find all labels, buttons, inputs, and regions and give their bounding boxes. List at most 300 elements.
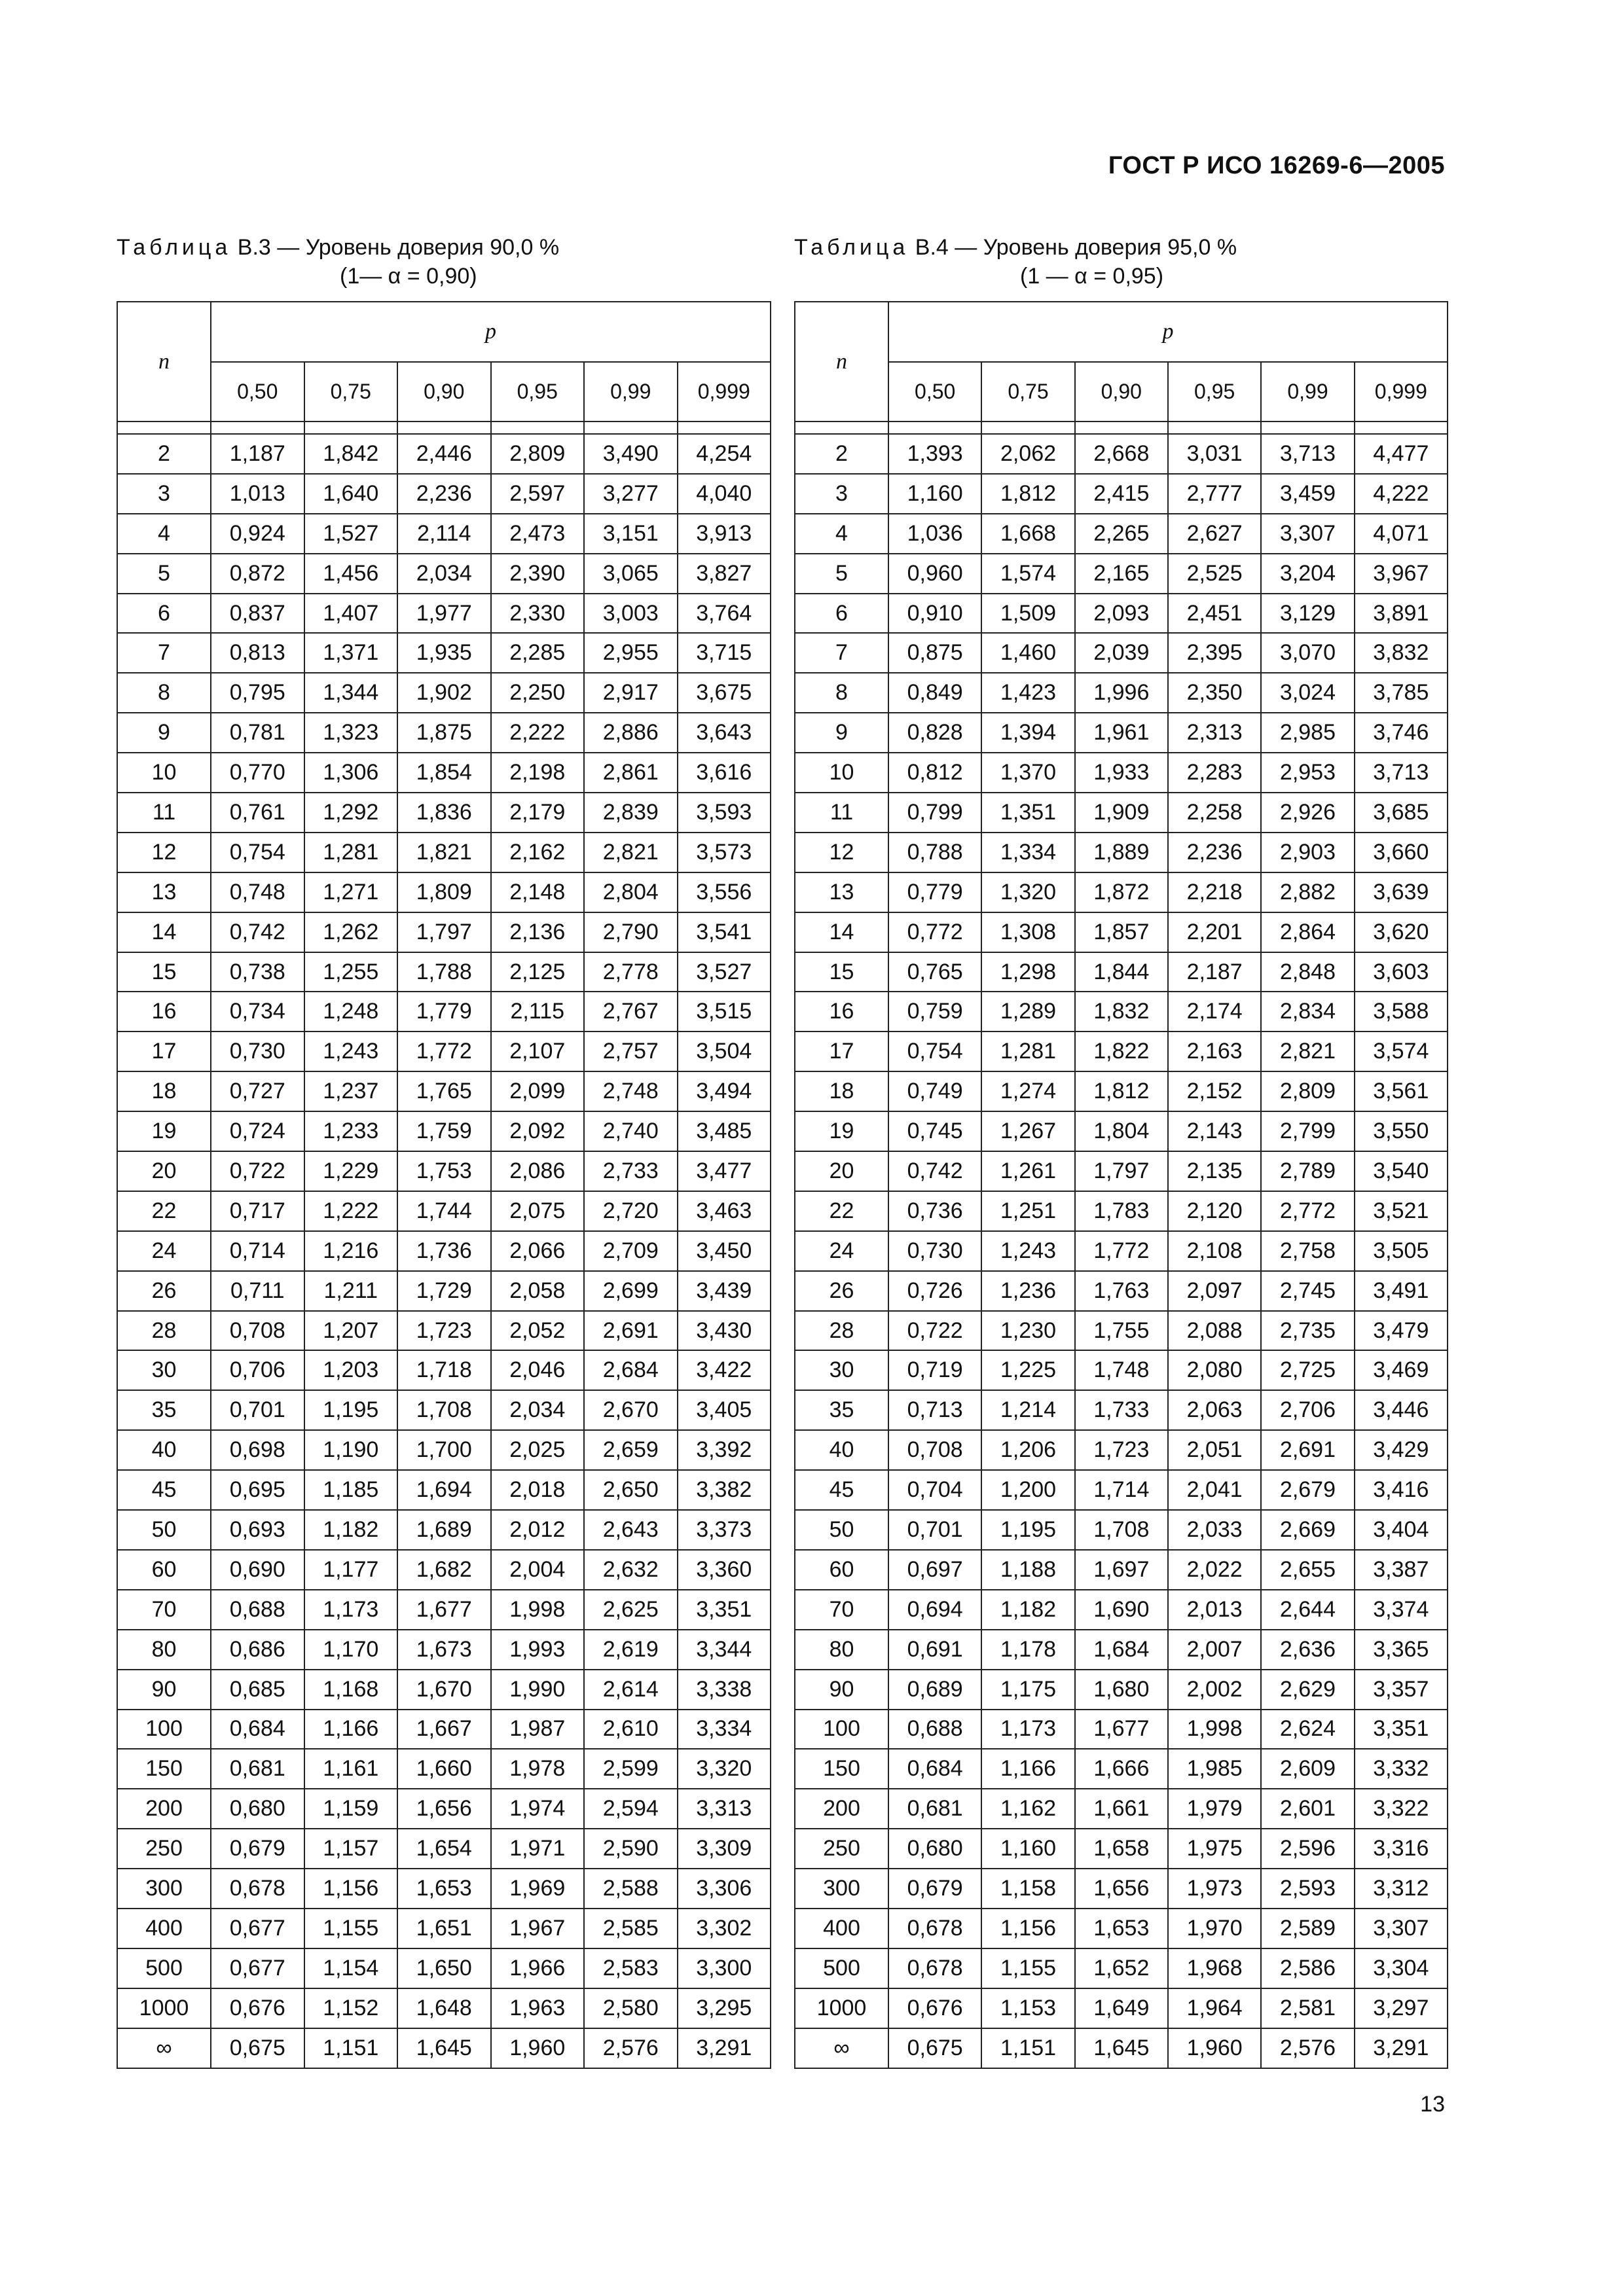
n-cell: 26	[795, 1271, 888, 1311]
header-gap	[795, 422, 1448, 434]
value-cell: 2,107	[491, 1031, 585, 1071]
value-cell: 0,742	[888, 1151, 981, 1191]
value-cell: 1,237	[304, 1071, 398, 1111]
table-body	[117, 422, 771, 2068]
value-cell: 3,675	[678, 673, 771, 713]
table-row	[795, 554, 1448, 594]
value-cell: 0,694	[888, 1590, 981, 1630]
value-cell: 2,395	[1168, 633, 1261, 673]
n-cell: 24	[117, 1231, 211, 1271]
value-cell: 1,680	[1075, 1670, 1168, 1710]
gap-cell	[211, 422, 304, 434]
value-cell: 2,034	[491, 1390, 585, 1430]
value-cell: 1,036	[888, 514, 981, 554]
value-cell: 0,676	[888, 1988, 981, 2028]
value-cell: 2,740	[584, 1111, 678, 1151]
value-cell: 0,701	[888, 1510, 981, 1550]
table-row	[795, 1590, 1448, 1630]
table-row	[117, 673, 771, 713]
gap-cell	[1261, 422, 1354, 434]
value-cell: 1,262	[304, 912, 398, 952]
table-row	[117, 2028, 771, 2068]
value-cell: 1,753	[397, 1151, 491, 1191]
value-cell: 0,736	[888, 1191, 981, 1231]
table-row	[795, 1350, 1448, 1390]
table-row	[795, 1710, 1448, 1749]
value-cell: 1,902	[397, 673, 491, 713]
n-cell: 24	[795, 1231, 888, 1271]
value-cell: 0,714	[211, 1231, 304, 1271]
value-cell: 2,236	[1168, 833, 1261, 872]
value-cell: 2,062	[981, 434, 1074, 474]
gap-cell	[1168, 422, 1261, 434]
n-cell: 50	[117, 1510, 211, 1550]
n-cell: 60	[795, 1550, 888, 1590]
value-cell: 0,689	[888, 1670, 981, 1710]
value-cell: 2,821	[1261, 1031, 1354, 1071]
value-cell: 2,861	[584, 753, 678, 793]
value-cell: 1,178	[981, 1630, 1074, 1670]
n-cell: ∞	[117, 2028, 211, 2068]
n-cell: 19	[795, 1111, 888, 1151]
table-row	[795, 1231, 1448, 1271]
value-cell: 1,684	[1075, 1630, 1168, 1670]
value-cell: 1,645	[1075, 2028, 1168, 2068]
value-cell: 0,690	[211, 1550, 304, 1590]
value-cell: 1,797	[1075, 1151, 1168, 1191]
value-cell: 1,187	[211, 434, 304, 474]
n-cell: 7	[795, 633, 888, 673]
n-cell: 90	[117, 1670, 211, 1710]
value-cell: 1,660	[397, 1749, 491, 1789]
value-cell: 1,933	[1075, 753, 1168, 793]
value-cell: 1,968	[1168, 1948, 1261, 1988]
n-cell: 3	[795, 474, 888, 514]
n-cell: 16	[117, 992, 211, 1031]
value-cell: 0,685	[211, 1670, 304, 1710]
value-cell: 1,967	[491, 1909, 585, 1948]
n-cell: 14	[795, 912, 888, 952]
value-cell: 2,135	[1168, 1151, 1261, 1191]
n-cell: 500	[117, 1948, 211, 1988]
table-row	[795, 833, 1448, 872]
value-cell: 3,291	[678, 2028, 771, 2068]
value-cell: 2,265	[1075, 514, 1168, 554]
value-cell: 1,243	[304, 1031, 398, 1071]
n-cell: 150	[795, 1749, 888, 1789]
value-cell: 3,573	[678, 833, 771, 872]
value-cell: 2,283	[1168, 753, 1261, 793]
value-cell: 2,446	[397, 434, 491, 474]
value-cell: 1,160	[888, 474, 981, 514]
value-cell: 3,387	[1355, 1550, 1448, 1590]
value-cell: 3,332	[1355, 1749, 1448, 1789]
value-cell: 3,469	[1355, 1350, 1448, 1390]
value-cell: 0,684	[211, 1710, 304, 1749]
value-cell: 3,291	[1355, 2028, 1448, 2068]
table-row	[117, 872, 771, 912]
value-cell: 1,970	[1168, 1909, 1261, 1948]
value-cell: 3,588	[1355, 992, 1448, 1031]
table-b4	[794, 301, 1448, 2069]
table-row	[117, 1550, 771, 1590]
value-cell: 0,722	[888, 1311, 981, 1351]
value-cell: 1,168	[304, 1670, 398, 1710]
value-cell: 1,708	[397, 1390, 491, 1430]
gap-cell	[981, 422, 1074, 434]
value-cell: 1,225	[981, 1350, 1074, 1390]
gap-cell	[678, 422, 771, 434]
value-cell: 0,761	[211, 793, 304, 833]
n-cell: 13	[795, 872, 888, 912]
column-header-n: n	[117, 302, 211, 422]
value-cell: 3,297	[1355, 1988, 1448, 2028]
value-cell: 0,924	[211, 514, 304, 554]
value-cell: 1,723	[397, 1311, 491, 1351]
value-cell: 0,875	[888, 633, 981, 673]
value-cell: 0,679	[211, 1829, 304, 1869]
table-row	[795, 1829, 1448, 1869]
value-cell: 1,653	[397, 1869, 491, 1909]
value-cell: 2,114	[397, 514, 491, 554]
value-cell: 2,778	[584, 952, 678, 992]
value-cell: 1,689	[397, 1510, 491, 1550]
value-cell: 3,764	[678, 594, 771, 634]
value-cell: 1,527	[304, 514, 398, 554]
n-cell: 90	[795, 1670, 888, 1710]
value-cell: 0,730	[888, 1231, 981, 1271]
value-cell: 3,360	[678, 1550, 771, 1590]
value-cell: 2,313	[1168, 713, 1261, 753]
value-cell: 2,222	[491, 713, 585, 753]
value-cell: 2,066	[491, 1231, 585, 1271]
value-cell: 3,306	[678, 1869, 771, 1909]
value-cell: 0,745	[888, 1111, 981, 1151]
value-cell: 3,967	[1355, 554, 1448, 594]
value-cell: 1,797	[397, 912, 491, 952]
value-cell: 2,596	[1261, 1829, 1354, 1869]
value-cell: 3,302	[678, 1909, 771, 1948]
n-cell: 20	[117, 1151, 211, 1191]
column-header-n: n	[795, 302, 888, 422]
value-cell: 1,216	[304, 1231, 398, 1271]
value-cell: 3,357	[1355, 1670, 1448, 1710]
value-cell: 1,755	[1075, 1311, 1168, 1351]
value-cell: 1,718	[397, 1350, 491, 1390]
value-cell: 0,742	[211, 912, 304, 952]
n-cell: 19	[117, 1111, 211, 1151]
value-cell: 2,629	[1261, 1670, 1354, 1710]
value-cell: 2,864	[1261, 912, 1354, 952]
table-row	[795, 1909, 1448, 1948]
value-cell: 3,295	[678, 1988, 771, 2028]
p-value-header: 0,90	[397, 362, 491, 422]
value-cell: 1,267	[981, 1111, 1074, 1151]
value-cell: 3,351	[1355, 1710, 1448, 1749]
table-row	[795, 474, 1448, 514]
n-cell: 18	[117, 1071, 211, 1111]
value-cell: 1,308	[981, 912, 1074, 952]
n-cell: 5	[795, 554, 888, 594]
value-cell: 1,251	[981, 1191, 1074, 1231]
value-cell: 1,152	[304, 1988, 398, 2028]
value-cell: 2,659	[584, 1430, 678, 1470]
value-cell: 2,777	[1168, 474, 1261, 514]
value-cell: 0,693	[211, 1510, 304, 1550]
value-cell: 1,195	[981, 1510, 1074, 1550]
value-cell: 3,277	[584, 474, 678, 514]
table-row	[117, 554, 771, 594]
table-row	[795, 1630, 1448, 1670]
value-cell: 1,153	[981, 1988, 1074, 2028]
value-cell: 1,229	[304, 1151, 398, 1191]
value-cell: 1,407	[304, 594, 398, 634]
table-row	[795, 1948, 1448, 1988]
value-cell: 2,330	[491, 594, 585, 634]
value-cell: 1,195	[304, 1390, 398, 1430]
table-row	[117, 713, 771, 753]
value-cell: 1,173	[304, 1590, 398, 1630]
value-cell: 2,390	[491, 554, 585, 594]
value-cell: 2,187	[1168, 952, 1261, 992]
value-cell: 3,639	[1355, 872, 1448, 912]
table-row	[117, 833, 771, 872]
value-cell: 1,160	[981, 1829, 1074, 1869]
caption-prefix: Таблица	[117, 235, 232, 260]
table-row	[795, 1151, 1448, 1191]
value-cell: 1,460	[981, 633, 1074, 673]
value-cell: 1,230	[981, 1311, 1074, 1351]
value-cell: 1,654	[397, 1829, 491, 1869]
gap-cell	[304, 422, 398, 434]
value-cell: 3,616	[678, 753, 771, 793]
value-cell: 1,371	[304, 633, 398, 673]
value-cell: 0,722	[211, 1151, 304, 1191]
table-row	[117, 1710, 771, 1749]
value-cell: 0,754	[888, 1031, 981, 1071]
table-row	[795, 1988, 1448, 2028]
value-cell: 1,640	[304, 474, 398, 514]
value-cell: 0,788	[888, 833, 981, 872]
value-cell: 1,979	[1168, 1789, 1261, 1829]
value-cell: 1,456	[304, 554, 398, 594]
value-cell: 2,668	[1075, 434, 1168, 474]
p-value-header: 0,50	[211, 362, 304, 422]
value-cell: 0,726	[888, 1271, 981, 1311]
value-cell: 1,206	[981, 1430, 1074, 1470]
value-cell: 2,086	[491, 1151, 585, 1191]
value-cell: 1,157	[304, 1829, 398, 1869]
value-cell: 0,872	[211, 554, 304, 594]
value-cell: 0,684	[888, 1749, 981, 1789]
value-cell: 0,677	[211, 1948, 304, 1988]
value-cell: 3,307	[1261, 514, 1354, 554]
value-cell: 0,759	[888, 992, 981, 1031]
table-caption-b4	[794, 233, 1237, 291]
value-cell: 1,836	[397, 793, 491, 833]
table-row	[795, 912, 1448, 952]
value-cell: 0,681	[211, 1749, 304, 1789]
value-cell: 1,182	[304, 1510, 398, 1550]
value-cell: 2,789	[1261, 1151, 1354, 1191]
value-cell: 2,610	[584, 1710, 678, 1749]
value-cell: 3,490	[584, 434, 678, 474]
value-cell: 1,842	[304, 434, 398, 474]
table-row	[795, 2028, 1448, 2068]
n-cell: 30	[795, 1350, 888, 1390]
value-cell: 0,770	[211, 753, 304, 793]
value-cell: 3,620	[1355, 912, 1448, 952]
value-cell: 2,120	[1168, 1191, 1261, 1231]
n-cell: 28	[117, 1311, 211, 1351]
value-cell: 3,151	[584, 514, 678, 554]
value-cell: 2,655	[1261, 1550, 1354, 1590]
value-cell: 2,080	[1168, 1350, 1261, 1390]
value-cell: 2,198	[491, 753, 585, 793]
gap-cell	[1075, 422, 1168, 434]
caption-title: В.4 — Уровень доверия 95,0 %	[915, 235, 1237, 260]
value-cell: 1,765	[397, 1071, 491, 1111]
value-cell: 3,505	[1355, 1231, 1448, 1271]
value-cell: 0,675	[211, 2028, 304, 2068]
value-cell: 2,834	[1261, 992, 1354, 1031]
value-cell: 0,849	[888, 673, 981, 713]
value-cell: 0,719	[888, 1350, 981, 1390]
value-cell: 0,813	[211, 633, 304, 673]
value-cell: 2,745	[1261, 1271, 1354, 1311]
value-cell: 0,704	[888, 1470, 981, 1510]
table-row	[795, 1550, 1448, 1590]
value-cell: 3,491	[1355, 1271, 1448, 1311]
n-cell: 8	[795, 673, 888, 713]
table-row	[117, 1111, 771, 1151]
value-cell: 1,394	[981, 713, 1074, 753]
n-cell: 12	[117, 833, 211, 872]
value-cell: 0,678	[211, 1869, 304, 1909]
value-cell: 1,960	[1168, 2028, 1261, 2068]
value-cell: 1,203	[304, 1350, 398, 1390]
n-cell: 40	[795, 1430, 888, 1470]
value-cell: 1,658	[1075, 1829, 1168, 1869]
table-row	[795, 1311, 1448, 1351]
value-cell: 1,661	[1075, 1789, 1168, 1829]
value-cell: 3,479	[1355, 1311, 1448, 1351]
value-cell: 1,158	[981, 1869, 1074, 1909]
value-cell: 2,018	[491, 1470, 585, 1510]
value-cell: 3,003	[584, 594, 678, 634]
value-cell: 2,684	[584, 1350, 678, 1390]
table-row	[117, 992, 771, 1031]
value-cell: 1,889	[1075, 833, 1168, 872]
value-cell: 1,812	[1075, 1071, 1168, 1111]
table-row	[795, 952, 1448, 992]
table-row	[795, 1670, 1448, 1710]
value-cell: 1,763	[1075, 1271, 1168, 1311]
n-cell: 18	[795, 1071, 888, 1111]
value-cell: 1,207	[304, 1311, 398, 1351]
value-cell: 3,300	[678, 1948, 771, 1988]
value-cell: 1,159	[304, 1789, 398, 1829]
value-cell: 2,585	[584, 1909, 678, 1948]
p-value-header: 0,999	[678, 362, 771, 422]
value-cell: 0,695	[211, 1470, 304, 1510]
gap-cell	[117, 422, 211, 434]
value-cell: 3,541	[678, 912, 771, 952]
value-cell: 2,041	[1168, 1470, 1261, 1510]
value-cell: 2,624	[1261, 1710, 1354, 1749]
value-cell: 3,515	[678, 992, 771, 1031]
value-cell: 1,013	[211, 474, 304, 514]
table-row	[795, 1470, 1448, 1510]
value-cell: 0,724	[211, 1111, 304, 1151]
n-cell: 500	[795, 1948, 888, 1988]
value-cell: 1,151	[304, 2028, 398, 2068]
value-cell: 2,143	[1168, 1111, 1261, 1151]
n-cell: 400	[117, 1909, 211, 1948]
value-cell: 1,960	[491, 2028, 585, 2068]
value-cell: 1,854	[397, 753, 491, 793]
value-cell: 2,163	[1168, 1031, 1261, 1071]
value-cell: 4,040	[678, 474, 771, 514]
caption-formula: (1— α = 0,90)	[340, 264, 477, 289]
value-cell: 2,926	[1261, 793, 1354, 833]
value-cell: 2,576	[584, 2028, 678, 2068]
n-cell: 150	[117, 1749, 211, 1789]
value-cell: 3,527	[678, 952, 771, 992]
value-cell: 2,643	[584, 1510, 678, 1550]
value-cell: 2,012	[491, 1510, 585, 1550]
n-cell: ∞	[795, 2028, 888, 2068]
value-cell: 3,439	[678, 1271, 771, 1311]
n-cell: 10	[795, 753, 888, 793]
n-cell: 45	[795, 1470, 888, 1510]
value-cell: 2,757	[584, 1031, 678, 1071]
value-cell: 3,070	[1261, 633, 1354, 673]
value-cell: 3,422	[678, 1350, 771, 1390]
value-cell: 2,583	[584, 1948, 678, 1988]
value-cell: 2,917	[584, 673, 678, 713]
value-cell: 1,990	[491, 1670, 585, 1710]
n-cell: 35	[795, 1390, 888, 1430]
value-cell: 2,415	[1075, 474, 1168, 514]
value-cell: 0,717	[211, 1191, 304, 1231]
value-cell: 0,711	[211, 1271, 304, 1311]
n-cell: 45	[117, 1470, 211, 1510]
value-cell: 1,844	[1075, 952, 1168, 992]
value-cell: 3,827	[678, 554, 771, 594]
table-row	[117, 952, 771, 992]
value-cell: 2,594	[584, 1789, 678, 1829]
caption-title: В.3 — Уровень доверия 90,0 %	[237, 235, 560, 260]
value-cell: 2,799	[1261, 1111, 1354, 1151]
column-header-p: p	[888, 302, 1448, 362]
value-cell: 3,351	[678, 1590, 771, 1630]
value-cell: 1,261	[981, 1151, 1074, 1191]
value-cell: 1,281	[304, 833, 398, 872]
n-cell: 5	[117, 554, 211, 594]
value-cell: 1,772	[1075, 1231, 1168, 1271]
gap-cell	[397, 422, 491, 434]
value-cell: 2,758	[1261, 1231, 1354, 1271]
p-value-header: 0,99	[584, 362, 678, 422]
value-cell: 2,088	[1168, 1311, 1261, 1351]
page-number: 13	[1420, 2092, 1445, 2117]
value-cell: 1,783	[1075, 1191, 1168, 1231]
value-cell: 2,669	[1261, 1510, 1354, 1550]
n-cell: 2	[795, 434, 888, 474]
value-cell: 1,656	[397, 1789, 491, 1829]
value-cell: 1,214	[981, 1390, 1074, 1430]
